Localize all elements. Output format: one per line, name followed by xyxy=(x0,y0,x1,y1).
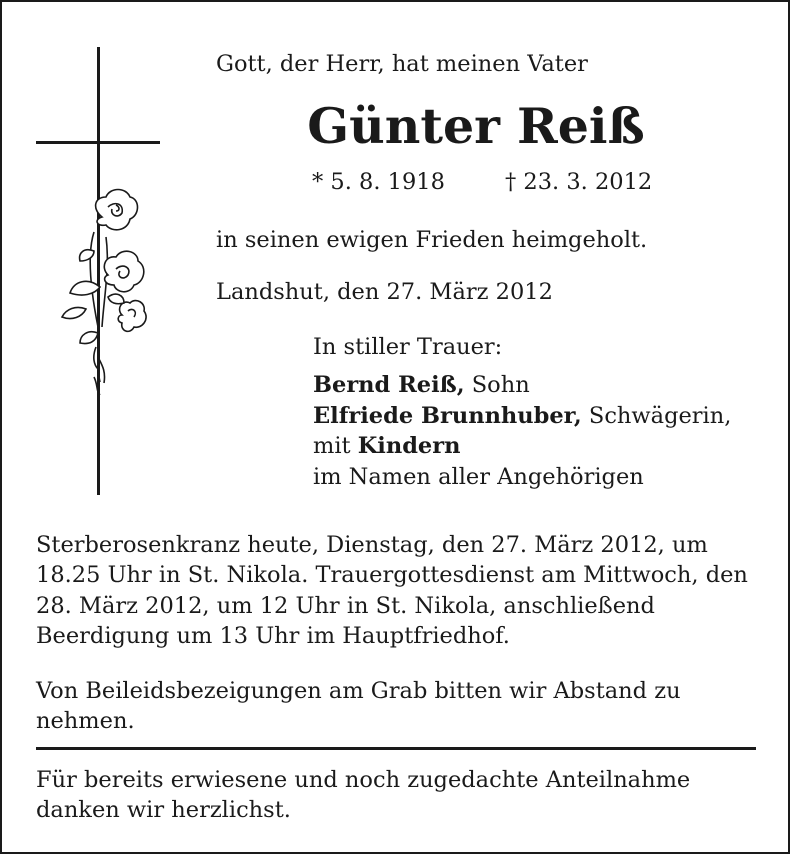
mourner-text: im Namen aller Angehörigen xyxy=(313,463,644,490)
mourning-label: In stiller Trauer: xyxy=(313,334,503,360)
peace-text: in seinen ewigen Frieden heimgeholt. xyxy=(216,227,648,253)
deceased-name: Günter Reiß xyxy=(307,97,645,155)
mourner-item xyxy=(313,431,731,462)
mourner-relation: Schwägerin, xyxy=(581,402,732,429)
mourner-name: Elfriede Brunnhuber, xyxy=(313,402,582,429)
intro-text: Gott, der Herr, hat meinen Vater xyxy=(216,51,588,77)
mourner-item xyxy=(313,370,731,401)
mourners-list xyxy=(313,370,731,492)
thanks-text: Für bereits erwiesene und noch zugedachte Anteilnahme danken wir herzlichst. xyxy=(36,767,691,824)
divider xyxy=(36,747,756,750)
condolence-request: Von Beileidsbezeigungen am Grab bitten wir Abstand zu nehmen. xyxy=(36,678,681,735)
death-date: † 23. 3. 2012 xyxy=(505,169,653,195)
mourner-name: Kindern xyxy=(357,433,461,459)
service-info: Sterberosenkranz heute, Dienstag, den 27. März 2012, um 18.25 Uhr in St. Nikola. Trauergottesdienst am Mittwoch, den 28. März 2012, um 12 Uhr in St. Nikola, anschließend Beerdigung um 13 Uhr im Hauptfriedhof. xyxy=(36,532,748,649)
cross-icon xyxy=(36,47,160,497)
rose-icon xyxy=(62,190,146,396)
mourner-item xyxy=(313,462,731,493)
cross-with-roses xyxy=(36,47,160,497)
mourner-name: Bernd Reiß, xyxy=(313,372,465,398)
place-date: Landshut, den 27. März 2012 xyxy=(216,279,553,305)
birth-date: * 5. 8. 1918 xyxy=(312,169,445,195)
mourner-relation: Sohn xyxy=(464,372,530,398)
mourner-item xyxy=(313,401,731,432)
mourner-prefix: mit xyxy=(313,433,358,459)
